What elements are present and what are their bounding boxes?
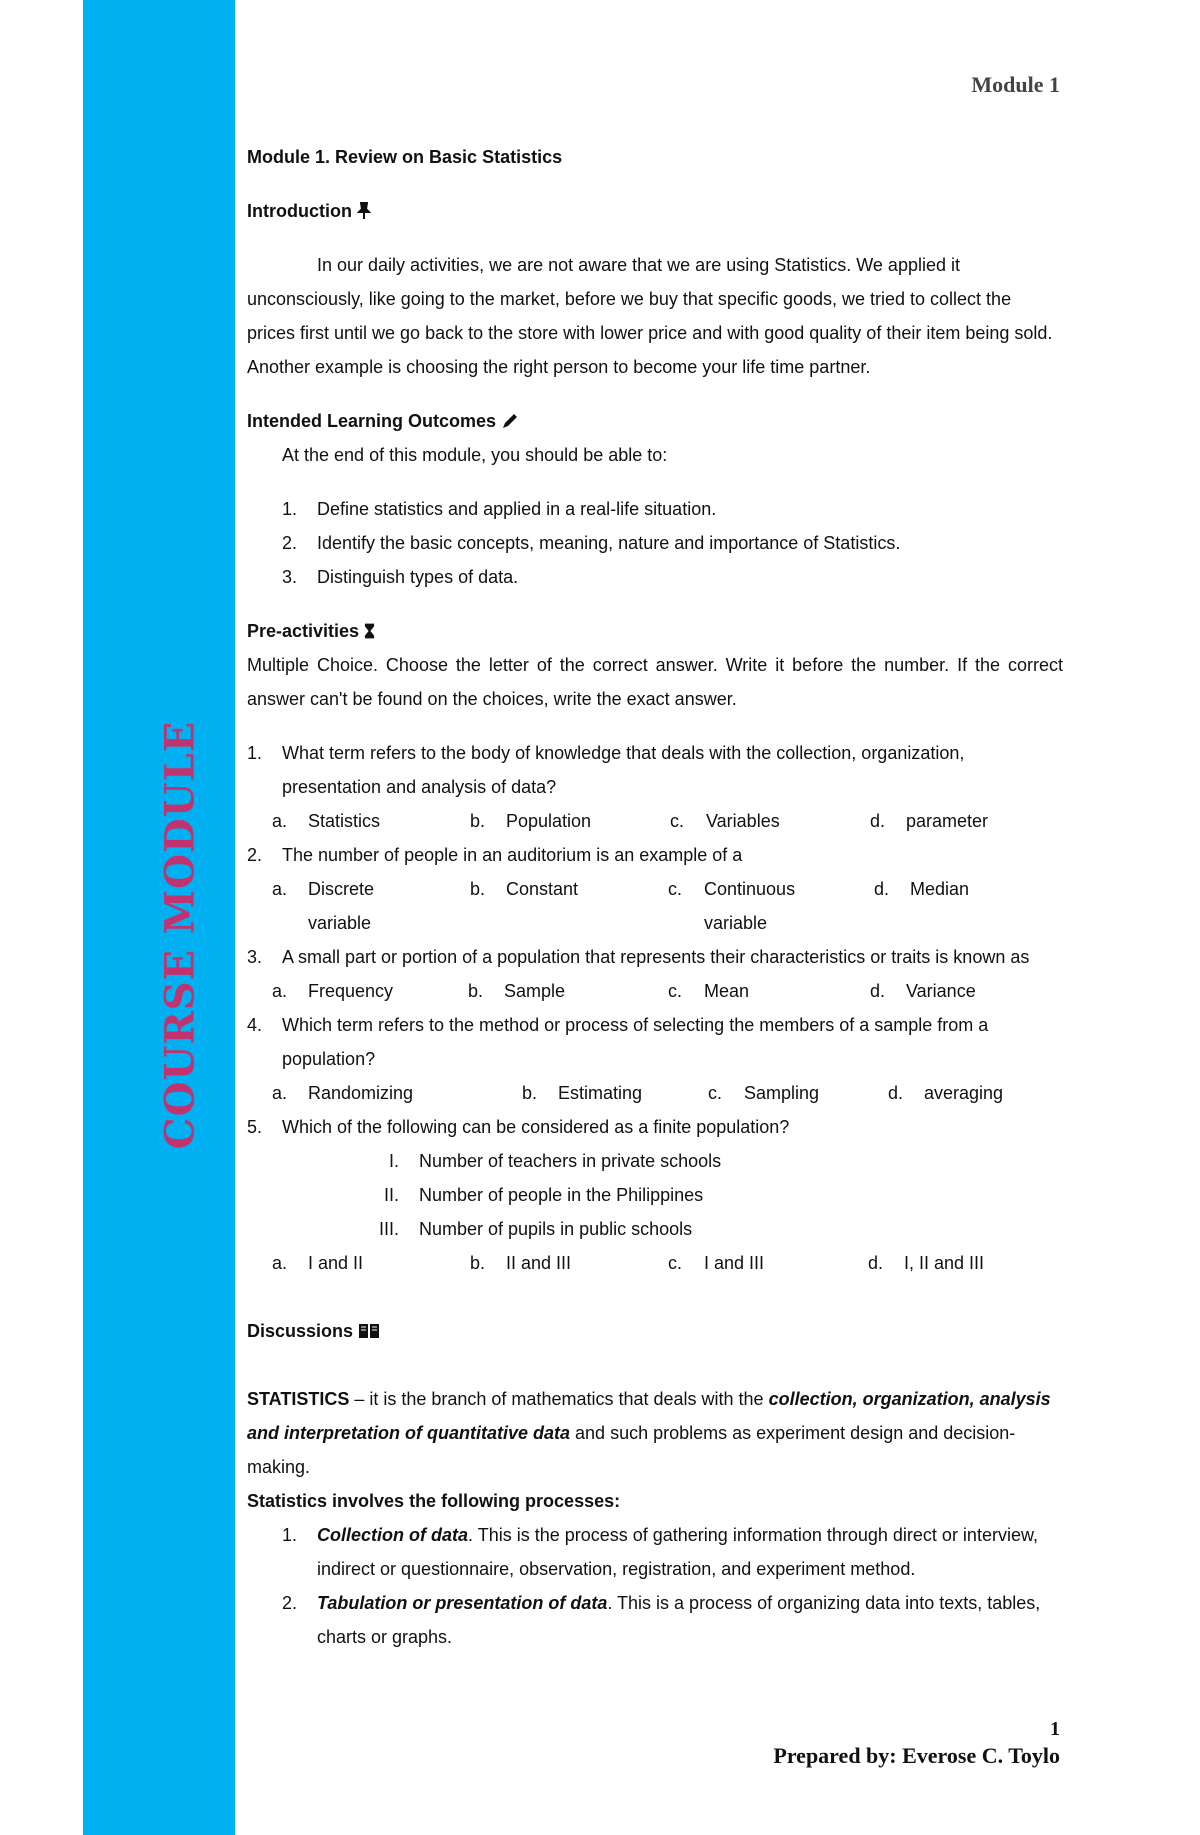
choice-option: a. Statistics xyxy=(272,811,381,831)
choices-row xyxy=(272,1076,1063,1110)
choices-row xyxy=(272,1246,1063,1280)
choice-option: b. Estimating xyxy=(522,1083,643,1103)
document-body xyxy=(247,140,1063,1654)
question-4: 4. Which term refers to the method or process of selecting the members of a sample from a population? xyxy=(247,1015,989,1069)
question-3: 3. A small part or portion of a population that represents their characteristics or traits is known as xyxy=(247,947,1030,967)
statistics-definition: STATISTICS – it is the branch of mathematics that deals with the collection, organization, analysis and interpretation of quantitative data and such problems as experiment design and decision-making. xyxy=(247,1389,1051,1477)
roman-item: II. Number of people in the Philippines xyxy=(383,1185,704,1205)
choice-option: d. I, II and III xyxy=(868,1253,985,1273)
choice-option: b. II and III xyxy=(470,1253,572,1273)
side-label: COURSE MODULE xyxy=(156,720,204,1150)
pin-icon xyxy=(357,202,371,220)
choice-option: c. Variables xyxy=(670,811,780,831)
choice-option: b. Constant xyxy=(470,879,579,899)
choice-option: a. I and II xyxy=(272,1253,364,1273)
choices-row xyxy=(272,974,1063,1008)
roman-item: III. Number of pupils in public schools xyxy=(378,1219,693,1239)
outcome-item: 3. Distinguish types of data. xyxy=(282,567,519,587)
process-item: 1. Collection of data. This is the process of gathering information through direct or interview, indirect or questionnaire, observation, registration, and experiment method. xyxy=(282,1525,1038,1579)
choice-option: a. Randomizing xyxy=(272,1083,414,1103)
choice-option: c. Mean xyxy=(668,981,750,1001)
prepared-by: Prepared by: Everose C. Toylo xyxy=(773,1743,1060,1768)
choice-option: b. Population xyxy=(470,811,592,831)
hourglass-icon xyxy=(364,622,375,640)
choice-option: d. Variance xyxy=(870,981,976,1001)
choice-option: d. parameter xyxy=(870,811,989,831)
choices-row xyxy=(272,804,1063,838)
choice-option: c. Sampling xyxy=(708,1083,820,1103)
pencil-icon xyxy=(501,412,519,430)
roman-item: I. Number of teachers in private schools xyxy=(388,1151,722,1171)
processes-heading: Statistics involves the following processes: xyxy=(247,1491,621,1511)
module-title: Module 1. Review on Basic Statistics xyxy=(247,147,563,167)
discussions-heading: Discussions xyxy=(247,1314,1063,1348)
outcomes-lead: At the end of this module, you should be able to: xyxy=(282,445,668,465)
preactivities-instructions: Multiple Choice. Choose the letter of the correct answer. Write it before the number. If the correct answer can't be found on the choices, write the exact answer. xyxy=(247,655,1063,709)
question-1: 1. What term refers to the body of knowledge that deals with the collection, organization, presentation and analysis of data? xyxy=(247,743,965,797)
book-icon xyxy=(358,1322,380,1340)
choice-option: a. Discrete variable xyxy=(272,879,375,933)
choice-option: c. Continuous variable xyxy=(668,879,796,933)
preactivities-heading: Pre-activities xyxy=(247,614,1063,648)
outcomes-list xyxy=(247,492,1063,594)
choice-option: d. Median xyxy=(874,879,970,899)
choices-row xyxy=(272,872,1063,940)
page-number: 1 xyxy=(1050,1718,1060,1740)
outcomes-heading: Intended Learning Outcomes xyxy=(247,404,1063,438)
outcome-item: 1. Define statistics and applied in a real-life situation. xyxy=(282,499,717,519)
introduction-text: In our daily activities, we are not aware that we are using Statistics. We applied it unconsciously, like going to the market, before we buy that specific goods, we tried to collect the prices first until we go back to the store with lower price and with good quality of their item being sold. Another example is choosing the right person to become your life time partner. xyxy=(247,255,1053,377)
choice-option: d. averaging xyxy=(888,1083,1004,1103)
choice-option: b. Sample xyxy=(468,981,566,1001)
question-2: 2. The number of people in an auditorium is an example of a xyxy=(247,845,743,865)
introduction-heading: Introduction xyxy=(247,194,1063,228)
choice-option: c. I and III xyxy=(668,1253,765,1273)
header-module-label: Module 1 xyxy=(971,72,1060,97)
choice-option: a. Frequency xyxy=(272,981,394,1001)
outcome-item: 2. Identify the basic concepts, meaning, nature and importance of Statistics. xyxy=(282,533,901,553)
question-5: 5. Which of the following can be considered as a finite population? xyxy=(247,1117,790,1137)
process-item: 2. Tabulation or presentation of data. This is a process of organizing data into texts, tables, charts or graphs. xyxy=(282,1593,1041,1647)
